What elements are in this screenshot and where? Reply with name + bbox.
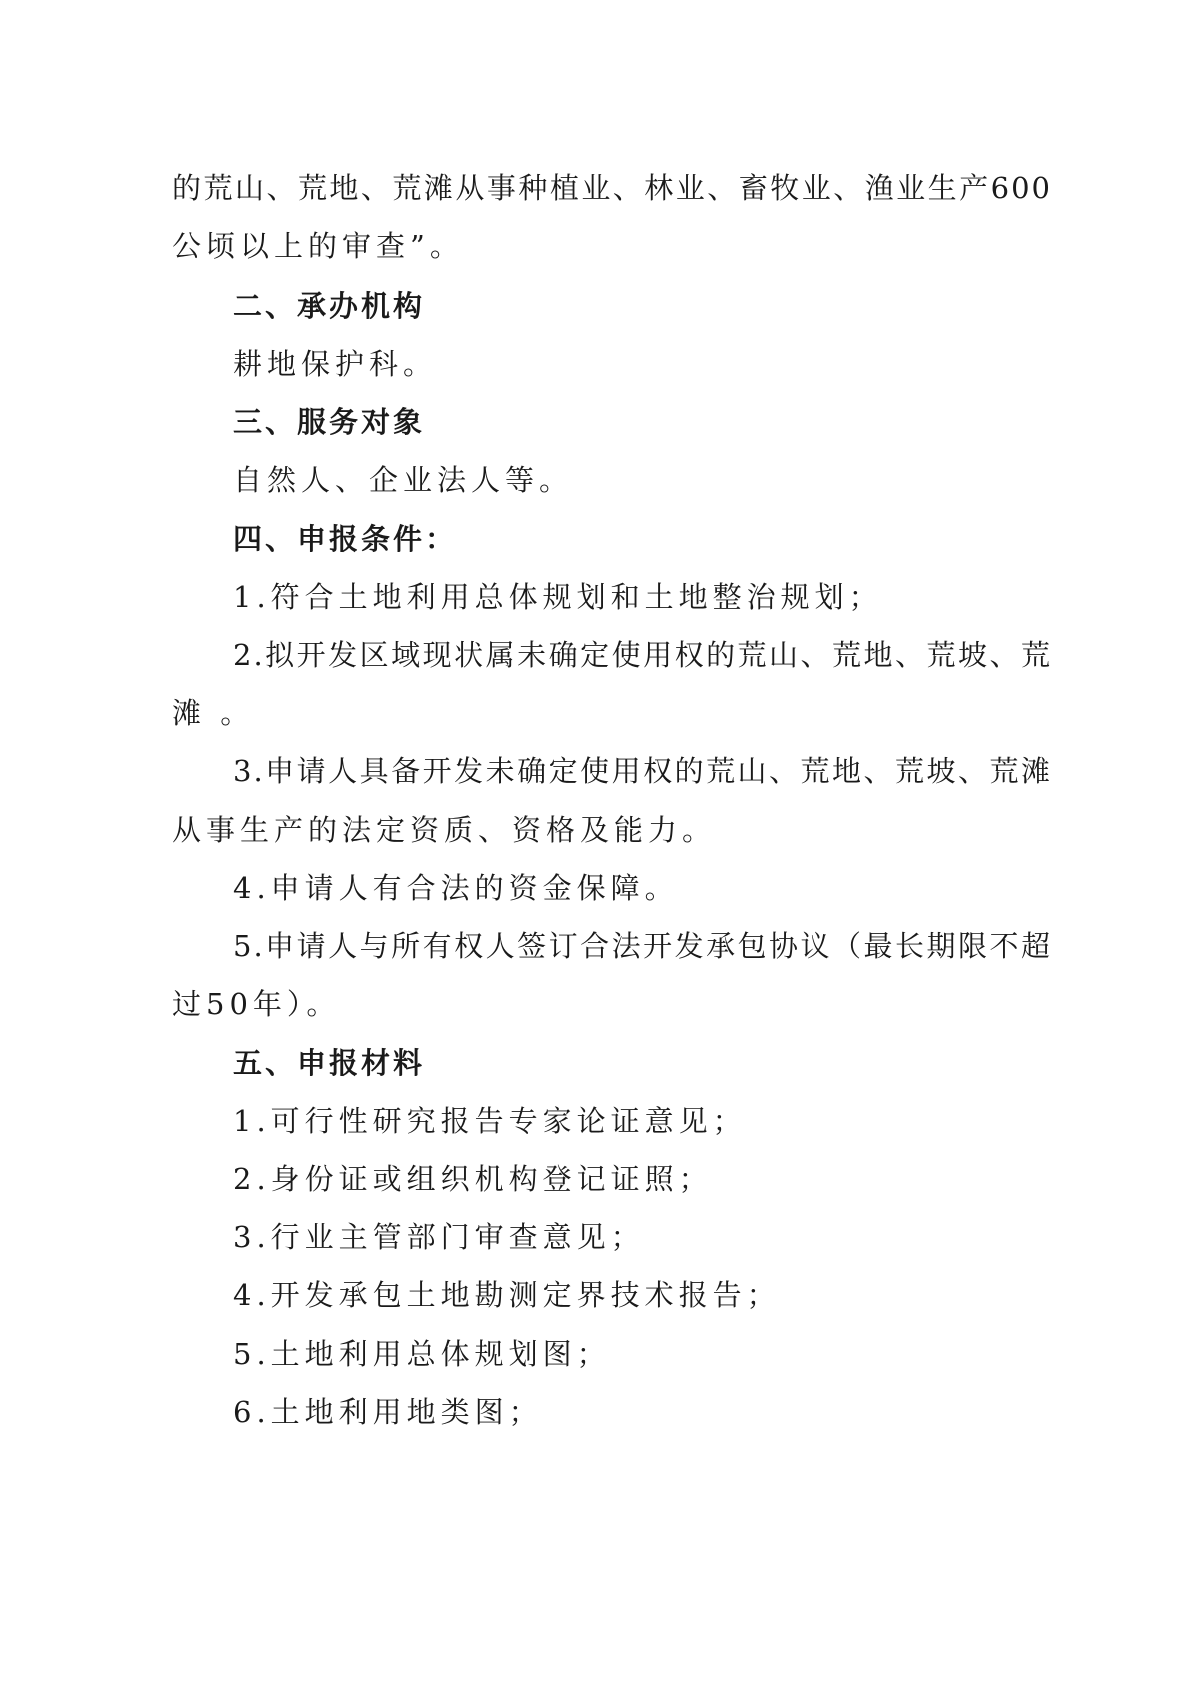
section-heading-materials: 五、申报材料 [233,1046,426,1080]
condition-item-5-line-1: 5.申请人与所有权人签订合法开发承包协议（最长期限不超 [233,929,1052,963]
condition-item-4: 4.申请人有合法的资金保障。 [233,871,679,905]
condition-item-2-line-1: 2.拟开发区域现状属未确定使用权的荒山、荒地、荒坡、荒 [233,638,1052,672]
material-item-2: 2.身份证或组织机构登记证照； [233,1162,713,1196]
section-heading-agency: 二、承办机构 [233,289,426,323]
section-heading-service-objects: 三、服务对象 [233,405,426,439]
material-item-1: 1.可行性研究报告专家论证意见； [233,1104,747,1138]
material-item-3: 3.行业主管部门审查意见； [233,1220,645,1254]
condition-item-3-line-2: 从事生产的法定资质、资格及能力。 [172,813,717,847]
condition-item-1: 1.符合土地利用总体规划和土地整治规划； [233,580,883,614]
material-item-4: 4.开发承包土地勘测定界技术报告； [233,1278,781,1312]
service-objects-body: 自然人、企业法人等。 [233,463,574,497]
condition-item-2-line-2: 滩 。 [172,696,255,730]
agency-body: 耕地保护科。 [233,347,438,381]
section-heading-conditions: 四、申报条件： [233,522,458,556]
intro-line-1: 的荒山、荒地、荒滩从事种植业、林业、畜牧业、渔业生产600 [172,171,1052,205]
condition-item-3-line-1: 3.申请人具备开发未确定使用权的荒山、荒地、荒坡、荒滩 [233,754,1052,788]
material-item-6: 6.土地利用地类图； [233,1395,543,1429]
condition-item-5-line-2: 过50年）。 [172,987,341,1021]
material-item-5: 5.土地利用总体规划图； [233,1337,611,1371]
intro-line-2: 公顷以上的审查”。 [172,229,464,263]
